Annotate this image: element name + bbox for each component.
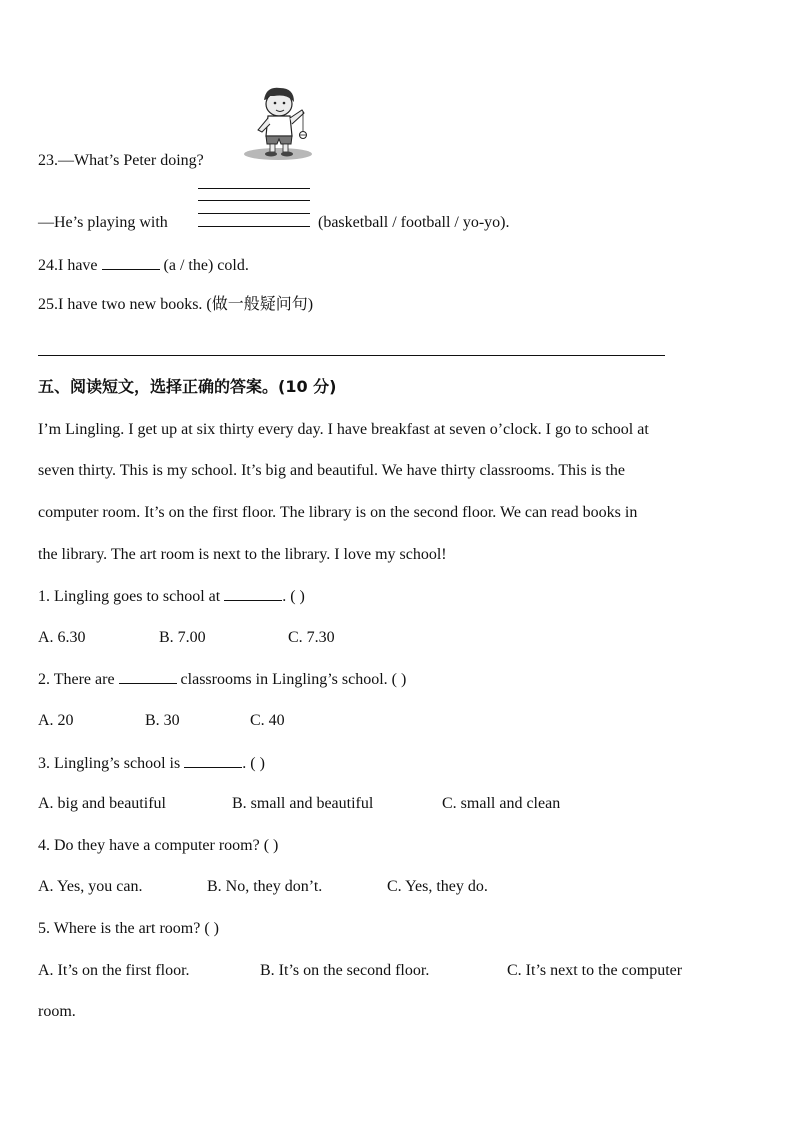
option-a: A. 6.30 [38,629,86,646]
question-bracket: . ( ) [282,588,305,605]
option-b: B. 30 [145,712,180,729]
q24-question [38,255,249,276]
answer-blank[interactable] [184,753,242,768]
option-c-continuation: room. [38,1003,76,1020]
option-a: A. 20 [38,712,74,729]
answer-blank[interactable] [224,586,282,601]
question-text: 1. Lingling goes to school at [38,588,221,605]
option-b: B. It’s on the second floor. [260,962,430,979]
option-c: C. 40 [250,712,285,729]
passage-line: the library. The art room is next to the library. I love my school! [38,546,447,563]
option-b: B. No, they don’t. [207,878,323,895]
reading-question-5: 5. Where is the art room? ( ) [38,920,219,937]
section5-heading: 五、阅读短文，选择正确的答案。(10 分) [38,377,337,396]
reading-question-4: 4. Do they have a computer room? ( ) [38,837,279,854]
option-c: C. 7.30 [288,629,335,646]
q23-question: 23.—What’s Peter doing? [38,152,204,169]
q23-answer-prefix: —He’s playing with [38,214,168,231]
question-text: 2. There are [38,671,115,688]
q25-question: 25.I have two new books. (做一般疑问句) [38,296,314,313]
q24-prefix: 24.I have [38,257,98,274]
option-c: C. Yes, they do. [387,878,488,895]
writing-line [198,200,310,201]
question-text: classrooms in Lingling’s school. ( ) [180,671,407,688]
answer-line[interactable] [38,355,665,356]
writing-line [198,213,310,214]
writing-line [198,226,310,227]
option-c: C. It’s next to the computer [507,962,683,979]
question-text: 3. Lingling’s school is [38,755,181,772]
q24-suffix: (a / the) cold. [163,257,249,274]
reading-question-1 [38,586,305,607]
answer-blank[interactable] [102,255,160,270]
option-b: B. 7.00 [159,629,206,646]
boy-with-yoyo-icon [242,82,314,162]
q23-answer-options: (basketball / football / yo-yo). [318,214,510,231]
answer-blank[interactable] [119,669,177,684]
reading-question-3 [38,753,265,774]
option-b: B. small and beautiful [232,795,374,812]
option-c: C. small and clean [442,795,561,812]
passage-line: computer room. It’s on the first floor. The library is on the second floor. We can read books in [38,504,638,521]
question-bracket: . ( ) [242,755,265,772]
option-a: A. big and beautiful [38,795,166,812]
option-a: A. Yes, you can. [38,878,143,895]
passage-line: seven thirty. This is my school. It’s big and beautiful. We have thirty classrooms. This is the [38,462,625,479]
option-a: A. It’s on the first floor. [38,962,190,979]
writing-line [198,188,310,189]
passage-line: I’m Lingling. I get up at six thirty every day. I have breakfast at seven o’clock. I go to school at [38,421,649,438]
reading-question-2 [38,669,406,690]
